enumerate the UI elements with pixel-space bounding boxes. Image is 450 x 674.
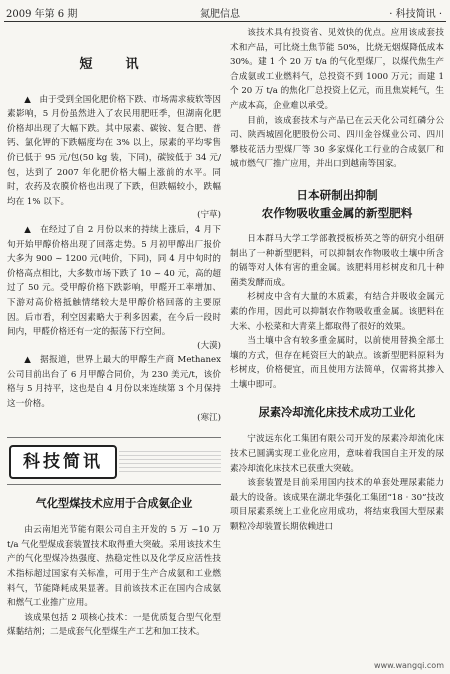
short-news-text: ▲ 由于受到全国化肥价格下跌、市场需求疲软等因素影响，5 月份虽然进入了农民用肥旺季，但湖南化肥价格却出现了大幅下跌。其中尿素、碳铵、复合肥、普钙、氯化钾的下跌幅度均在 3% 以上，尿素的平均零售价已低于 95 元/包(50 kg 装，下同)，碳铵低于 34 元/包，达到了 2007 年化肥价格大幅上涨前的水平。同时，农药及农膜价格也出现了下跌，但跌幅较小，跌幅均在 1% 以下。 bbox=[7, 94, 221, 207]
article-paragraph: 该套装置是目前采用国内技术的单套处理尿素能力最大的设备。该成果在湖北华强化工集团“18 · 30”技改项目尿素系统上工业化应用成功，将结束我国大型尿素颗粒冷却装置长期依赖进口 bbox=[230, 478, 444, 533]
banner-label: 科技简讯 bbox=[9, 445, 117, 479]
short-news-item bbox=[7, 223, 221, 353]
article-paragraph: 宁波远东化工集团有限公司开发的尿素冷却流化床技术已圆满实现工业化应用，意味着我国自主开发的尿素冷却流化床技术已获重大突破。 bbox=[230, 434, 444, 474]
header-rule bbox=[4, 21, 446, 22]
issue-label: 2009 年第 6 期 bbox=[6, 9, 78, 20]
article-title-line: 农作物吸收重金属的新型肥料 bbox=[261, 205, 413, 220]
article-title-line: 日本研制出抑制 bbox=[296, 187, 378, 202]
article-paragraph: 由云南旭光节能有限公司自主开发的 5 万 ~10 万 t/a 气化型煤成套装置技术取得重大突破。采用该技术生产的气化型煤冷热强度、热稳定性以及化学反应活性技术指标超过国家有关标准，可用于生产合成氨和工业燃料气，节能降耗成果显著。目前该技术正在国内合成氨和燃气工业推广应用。 bbox=[7, 525, 221, 609]
short-news-title: 短 讯 bbox=[79, 57, 149, 72]
article-title bbox=[230, 186, 444, 222]
article-paragraph: 杉树皮中含有大量的木质素，有结合并吸收金属元素的作用，因此可以抑制农作物吸收重金属。该肥料在大米、小松菜和大青菜上都取得了很好的效果。 bbox=[230, 292, 444, 332]
right-column bbox=[230, 26, 444, 535]
short-news-item bbox=[7, 93, 221, 223]
page-header bbox=[0, 0, 450, 22]
short-news-text: ▲ 在经过了自 2 月份以来的持续上涨后，4 月下旬开始甲醇价格出现了回落走势。5 月初甲醇出厂报价大多为 900 ~ 1200 元(吨价，下同)，同 4 月中旬时的价格高点相比，大多数市场下跌了 10 ~ 40 元，高的超过了 50 元。受甲醇价格下跌影响，甲醛开工率增加、下游对高价格抵触情绪较大是甲醇价格回落的主要原因。后市看，利空因素略大于利多因素，在今后一段时间内，甲醛价格还有一定的振荡下行空间。 bbox=[7, 224, 221, 338]
short-news-text: ▲ 据报道，世界上最大的甲醇生产商 Methanex 公司目前出台了 6 月甲醇合同价，为 230 美元/t，该价格与 5 月持平，这也是自 4 月份以来连续第 3 个月保持这一价格。 bbox=[7, 355, 221, 410]
banner-decoration bbox=[119, 448, 221, 472]
section-name: · 科技简讯 · bbox=[389, 9, 442, 20]
article-paragraph: 目前，该成套技术与产品已在云天化公司红磷分公司、陕西城固化肥股份公司、四川金谷煤业公司、四川攀枝花活力型煤厂等 30 多家煤化工行业的合成氨厂和城市燃气厂推广应用，并出口到越南等国家。 bbox=[230, 115, 444, 170]
journal-name: 氮肥信息 bbox=[200, 9, 240, 20]
article-paragraph: 该技术具有投资省、见效快的优点。应用该成套技术和产品，可比烧土焦节能 50%，比烧无烟煤降低成本 30%。建 1 个 20 万 t/a 的气化型煤厂，以煤代焦生产合成氨或工业燃料气，总投资不到 1000 万元；而建 1 个 20 万 t/a 的焦化厂总投资上亿元，而且焦炭耗气，生产成本高，企业难以承受。 bbox=[230, 28, 444, 111]
article-paragraph: 日本群马大学工学部教授板桥英之等的研究小组研制出了一种新型肥料，可以抑制农作物吸收土壤中所含的镉等对人体有害的重金属。该肥料用杉树皮和几十种菌类发酵而成。 bbox=[230, 233, 444, 288]
section-banner bbox=[7, 437, 221, 485]
short-news-source: (大漠) bbox=[197, 340, 221, 351]
short-news-item bbox=[7, 353, 221, 425]
article-title: 尿素冷却流化床技术成功工业化 bbox=[258, 406, 416, 420]
article-title: 气化型煤技术应用于合成氨企业 bbox=[35, 497, 193, 511]
article-paragraph: 当土壤中含有较多重金属时，以前使用替换全部土壤的方式，但存在耗资巨大的缺点。该新型肥料原料为杉树皮，价格便宜，而且使用方法简单，仅需将其掺入土壤中即可。 bbox=[230, 336, 444, 390]
short-news-source: (宁草) bbox=[197, 210, 221, 221]
watermark-text: www.wangqi.com bbox=[374, 661, 444, 670]
article-paragraph: 该成果包括 2 项核心技术：一是优质复合型气化型煤黏结剂；二是成套气化型煤生产工艺和加工技术。 bbox=[7, 612, 221, 638]
left-column bbox=[7, 26, 221, 640]
short-news-source: (寒江) bbox=[197, 412, 221, 423]
